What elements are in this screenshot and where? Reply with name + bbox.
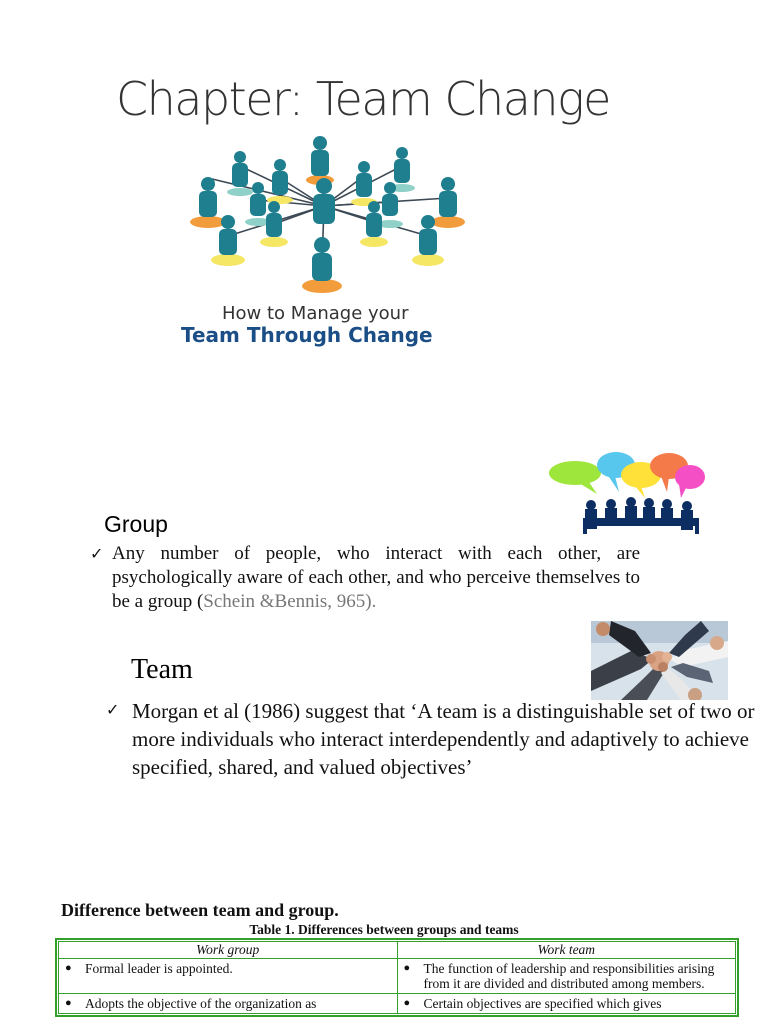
speech-bubbles-meeting-image [549, 452, 707, 534]
difference-table-frame [55, 938, 739, 1017]
difference-table [58, 941, 736, 1014]
bullet-icon: ● [65, 997, 72, 1009]
table-caption: Table 1. Differences between groups and teams [249, 922, 519, 937]
bullet-icon: ● [403, 962, 411, 974]
illustration-caption-line1: How to Manage your [222, 303, 409, 324]
column-header-work-team: Work team [397, 942, 736, 959]
table-cell [59, 994, 398, 1014]
table-row [59, 994, 736, 1014]
table-row [59, 959, 736, 994]
cell-text: Formal leader is appointed. [85, 961, 233, 976]
table-header-row [59, 942, 736, 959]
table-cell [397, 994, 736, 1014]
team-definition [106, 697, 756, 781]
column-header-work-group: Work group [59, 942, 398, 959]
cell-text: Certain objectives are specified which gives [423, 996, 662, 1011]
team-definition-text: Morgan et al (1986) suggest that ‘A team is a distinguishable set of two or more individuals who interact interdependently and adaptively to achieve specified, shared, and valued objectives’ [132, 699, 755, 779]
checkmark-icon: ✓ [106, 700, 120, 719]
team-hands-together-photo [591, 621, 728, 700]
people-network-illustration [176, 136, 476, 296]
difference-heading: Difference between team and group. [61, 900, 339, 920]
illustration-caption-line2: Team Through Change [181, 323, 433, 347]
group-definition-text: Any number of people, who interact with each other, are psychologically aware of each other, and who perceive themselves to be a group ( [112, 543, 640, 612]
group-heading: Group [104, 511, 168, 537]
checkmark-icon: ✓ [90, 544, 104, 563]
group-citation: Schein &Bennis, 965). [203, 591, 377, 612]
bullet-icon: ● [65, 962, 72, 974]
group-definition [90, 542, 640, 614]
cell-text: The function of leadership and responsibilities arising from it are divided and distributed among members. [423, 961, 715, 991]
team-heading: Team [131, 654, 193, 685]
table-cell [59, 959, 398, 994]
cell-text: Adopts the objective of the organization as [85, 996, 317, 1011]
bullet-icon: ● [403, 997, 411, 1009]
page-title: Chapter: Team Change [116, 72, 610, 126]
table-cell [397, 959, 736, 994]
